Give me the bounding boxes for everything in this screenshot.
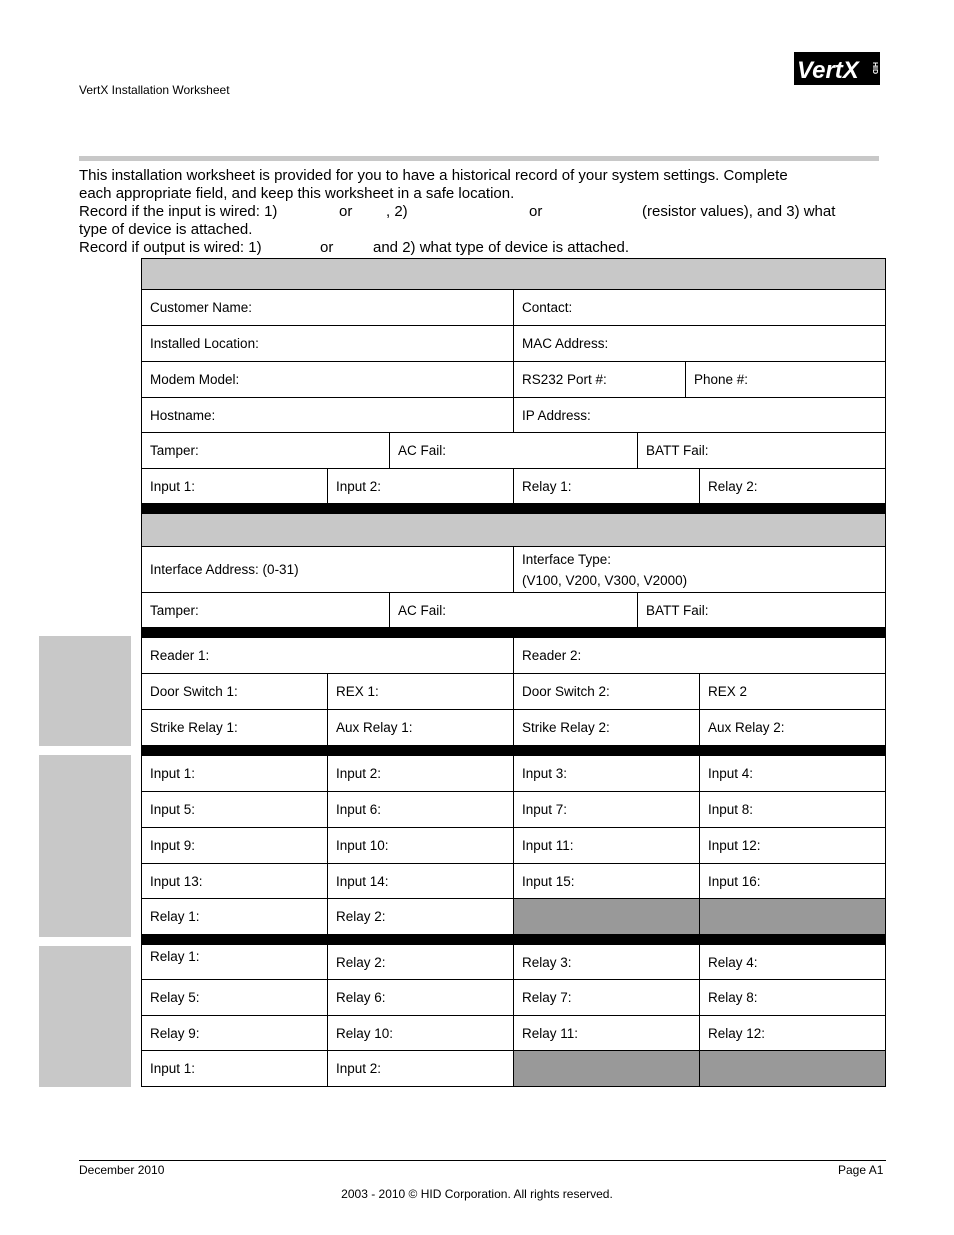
- intro-line-2: each appropriate field, and keep this worksheet in a safe location.: [79, 185, 515, 202]
- intro-line-1: This installation worksheet is provided for you to have a historical record of your system settings. Complete: [79, 167, 788, 184]
- input-field[interactable]: Input 5:: [142, 792, 328, 828]
- input-field[interactable]: Input 11:: [514, 828, 700, 864]
- side-tab-inputs: [39, 755, 131, 937]
- input-field[interactable]: Input 16:: [700, 864, 886, 899]
- relay-field[interactable]: Relay 7:: [514, 980, 700, 1016]
- input-field[interactable]: Input 1:: [142, 756, 328, 792]
- modem-model-field[interactable]: Modem Model:: [142, 362, 514, 398]
- rex2-field[interactable]: REX 2: [700, 674, 886, 710]
- input-field[interactable]: Input 7:: [514, 792, 700, 828]
- logo-text: VertX: [797, 57, 859, 84]
- interface-tamper-field[interactable]: Tamper:: [142, 593, 390, 628]
- input-field[interactable]: Input 8:: [700, 792, 886, 828]
- intro-line-5b: or: [320, 239, 334, 256]
- interface-section-header: [141, 514, 886, 547]
- section-divider: [141, 746, 886, 756]
- side-tab-reader: [39, 636, 131, 746]
- intro-line-3b: or: [339, 203, 353, 220]
- interface-batt-fail-field[interactable]: BATT Fail:: [638, 593, 886, 628]
- controller-relay2-field[interactable]: Relay 2:: [700, 469, 886, 504]
- input-field[interactable]: Input 14:: [328, 864, 514, 899]
- interface-ac-fail-field[interactable]: AC Fail:: [390, 593, 638, 628]
- unused-cell: [514, 1051, 700, 1087]
- strike-relay2-field[interactable]: Strike Relay 2:: [514, 710, 700, 746]
- rs232-port-field[interactable]: RS232 Port #:: [514, 362, 686, 398]
- intro-line-3c: , 2): [386, 203, 408, 220]
- installed-location-field[interactable]: Installed Location:: [142, 326, 514, 362]
- reader1-field[interactable]: Reader 1:: [142, 638, 514, 674]
- reader2-field[interactable]: Reader 2:: [514, 638, 886, 674]
- hostname-field[interactable]: Hostname:: [142, 398, 514, 433]
- controller-tamper-field[interactable]: Tamper:: [142, 433, 390, 469]
- header-title: VertX Installation Worksheet: [79, 83, 230, 97]
- input-field[interactable]: Input 4:: [700, 756, 886, 792]
- unused-cell: [514, 899, 700, 935]
- controller-input2-field[interactable]: Input 2:: [328, 469, 514, 504]
- input-field[interactable]: Input 6:: [328, 792, 514, 828]
- ip-address-field[interactable]: IP Address:: [514, 398, 886, 433]
- relay-field[interactable]: Relay 6:: [328, 980, 514, 1016]
- side-tab-relays: [39, 946, 131, 1087]
- unused-cell: [700, 899, 886, 935]
- door-switch2-field[interactable]: Door Switch 2:: [514, 674, 700, 710]
- intro-line-5a: Record if output is wired: 1): [79, 239, 262, 256]
- logo-badge: HID: [871, 61, 878, 75]
- relay-field[interactable]: Relay 2:: [328, 945, 514, 980]
- input-field[interactable]: Input 10:: [328, 828, 514, 864]
- section-divider: [141, 628, 886, 638]
- relay-field[interactable]: Relay 12:: [700, 1016, 886, 1051]
- input-field[interactable]: Input 15:: [514, 864, 700, 899]
- relay-field[interactable]: Relay 11:: [514, 1016, 700, 1051]
- phone-field[interactable]: Phone #:: [686, 362, 886, 398]
- customer-name-field[interactable]: Customer Name:: [142, 290, 514, 326]
- relay-field[interactable]: Relay 10:: [328, 1016, 514, 1051]
- input-field[interactable]: Input 2:: [328, 756, 514, 792]
- section-divider: [141, 504, 886, 514]
- footer-rule: [79, 1160, 886, 1161]
- relays-input2-field[interactable]: Input 2:: [328, 1051, 514, 1087]
- unused-cell: [700, 1051, 886, 1087]
- mac-address-field[interactable]: MAC Address:: [514, 326, 886, 362]
- vertx-logo: [794, 50, 882, 87]
- inputs-relay2-field[interactable]: Relay 2:: [328, 899, 514, 935]
- controller-batt-fail-field[interactable]: BATT Fail:: [638, 433, 886, 469]
- relay-field[interactable]: Relay 4:: [700, 945, 886, 980]
- input-field[interactable]: Input 3:: [514, 756, 700, 792]
- aux-relay1-field[interactable]: Aux Relay 1:: [328, 710, 514, 746]
- footer-page: Page A1: [838, 1163, 884, 1177]
- title-rule: [79, 156, 879, 161]
- rex1-field[interactable]: REX 1:: [328, 674, 514, 710]
- input-field[interactable]: Input 12:: [700, 828, 886, 864]
- relays-input1-field[interactable]: Input 1:: [142, 1051, 328, 1087]
- worksheet-table: [141, 258, 886, 1087]
- section-divider: [141, 935, 886, 945]
- controller-relay1-field[interactable]: Relay 1:: [514, 469, 700, 504]
- strike-relay1-field[interactable]: Strike Relay 1:: [142, 710, 328, 746]
- input-field[interactable]: Input 9:: [142, 828, 328, 864]
- intro-line-3e: (resistor values), and 3) what: [642, 203, 836, 220]
- footer-copyright: 2003 - 2010 © HID Corporation. All rights reserved.: [341, 1187, 613, 1201]
- controller-section-header: [141, 258, 886, 290]
- aux-relay2-field[interactable]: Aux Relay 2:: [700, 710, 886, 746]
- inputs-relay1-field[interactable]: Relay 1:: [142, 899, 328, 935]
- relay-field[interactable]: Relay 8:: [700, 980, 886, 1016]
- intro-line-3d: or: [529, 203, 543, 220]
- contact-field[interactable]: Contact:: [514, 290, 886, 326]
- interface-type-options: (V100, V200, V300, V2000): [522, 572, 688, 588]
- interface-type-field[interactable]: [514, 547, 886, 593]
- input-field[interactable]: Input 13:: [142, 864, 328, 899]
- relay-field[interactable]: Relay 5:: [142, 980, 328, 1016]
- interface-type-label: Interface Type:: [522, 551, 612, 567]
- relay-field[interactable]: Relay 1:: [142, 945, 328, 980]
- footer-date: December 2010: [79, 1163, 165, 1177]
- intro-line-5c: and 2) what type of device is attached.: [373, 239, 629, 256]
- interface-address-field[interactable]: Interface Address: (0-31): [142, 547, 514, 593]
- relay-field[interactable]: Relay 9:: [142, 1016, 328, 1051]
- relay-field[interactable]: Relay 3:: [514, 945, 700, 980]
- intro-line-3a: Record if the input is wired: 1): [79, 203, 278, 220]
- controller-input1-field[interactable]: Input 1:: [142, 469, 328, 504]
- controller-ac-fail-field[interactable]: AC Fail:: [390, 433, 638, 469]
- intro-line-4: type of device is attached.: [79, 221, 253, 238]
- door-switch1-field[interactable]: Door Switch 1:: [142, 674, 328, 710]
